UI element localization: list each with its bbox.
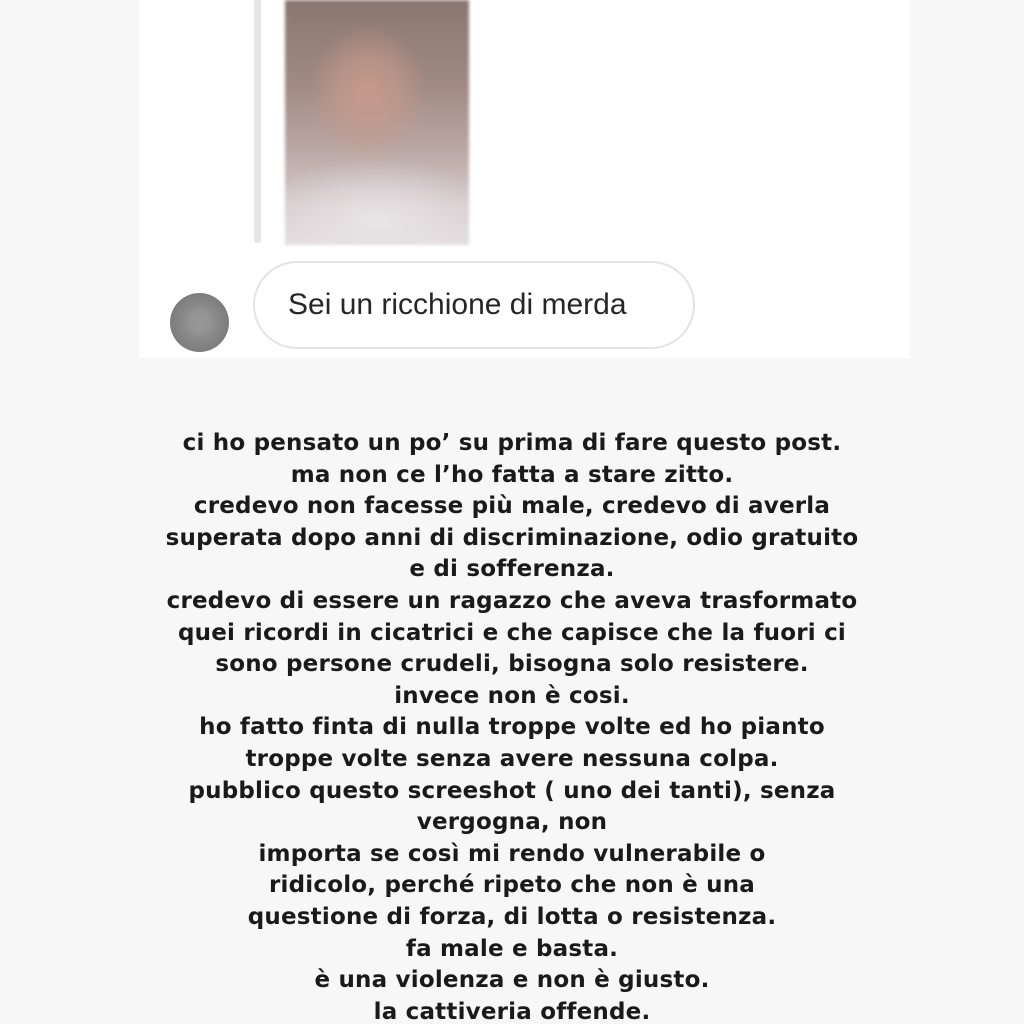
caption-line: la cattiveria offende. bbox=[373, 998, 651, 1024]
caption-line: ridicolo, perché ripeto che non è una bbox=[269, 872, 755, 899]
caption-line: vergogna, non bbox=[416, 809, 608, 836]
caption-line: questione di forza, di lotta o resistenza. bbox=[247, 903, 777, 930]
dm-screenshot bbox=[139, 0, 910, 358]
caption-line: ma non ce l’ho fatta a stare zitto. bbox=[290, 461, 734, 488]
caption-line: importa se così mi rendo vulnerabile o bbox=[258, 840, 766, 867]
caption-line: credevo non facesse più male, credevo di averla bbox=[193, 493, 831, 520]
caption-line: è una violenza e non è giusto. bbox=[314, 967, 710, 994]
caption-line: fa male e basta. bbox=[405, 935, 619, 962]
caption-line: ho fatto finta di nulla troppe volte ed ho pianto bbox=[199, 714, 825, 741]
caption-line: quei ricordi in cicatrici e che capisce che la fuori ci bbox=[178, 619, 846, 646]
caption-line: invece non è cosi. bbox=[394, 682, 630, 709]
caption-line: credevo di essere un ragazzo che aveva trasformato bbox=[166, 587, 858, 614]
story-thumbnail[interactable] bbox=[285, 0, 469, 245]
caption-line: ci ho pensato un po’ su prima di fare questo post. bbox=[182, 430, 842, 456]
message-text: Sei un ricchione di merda bbox=[288, 288, 627, 321]
caption-line: sono persone crudeli, bisogna solo resistere. bbox=[215, 651, 809, 678]
avatar[interactable] bbox=[170, 293, 229, 352]
caption-line: troppe volte senza avere nessuna colpa. bbox=[245, 745, 779, 772]
caption-line: e di sofferenza. bbox=[409, 556, 615, 583]
story-caption bbox=[0, 428, 1024, 1024]
caption-line: pubblico questo screeshot ( uno dei tanti), senza bbox=[188, 777, 836, 804]
story-reply-line bbox=[254, 0, 261, 243]
message-bubble[interactable] bbox=[253, 261, 695, 349]
caption-line: superata dopo anni di discriminazione, odio gratuito bbox=[165, 524, 859, 551]
